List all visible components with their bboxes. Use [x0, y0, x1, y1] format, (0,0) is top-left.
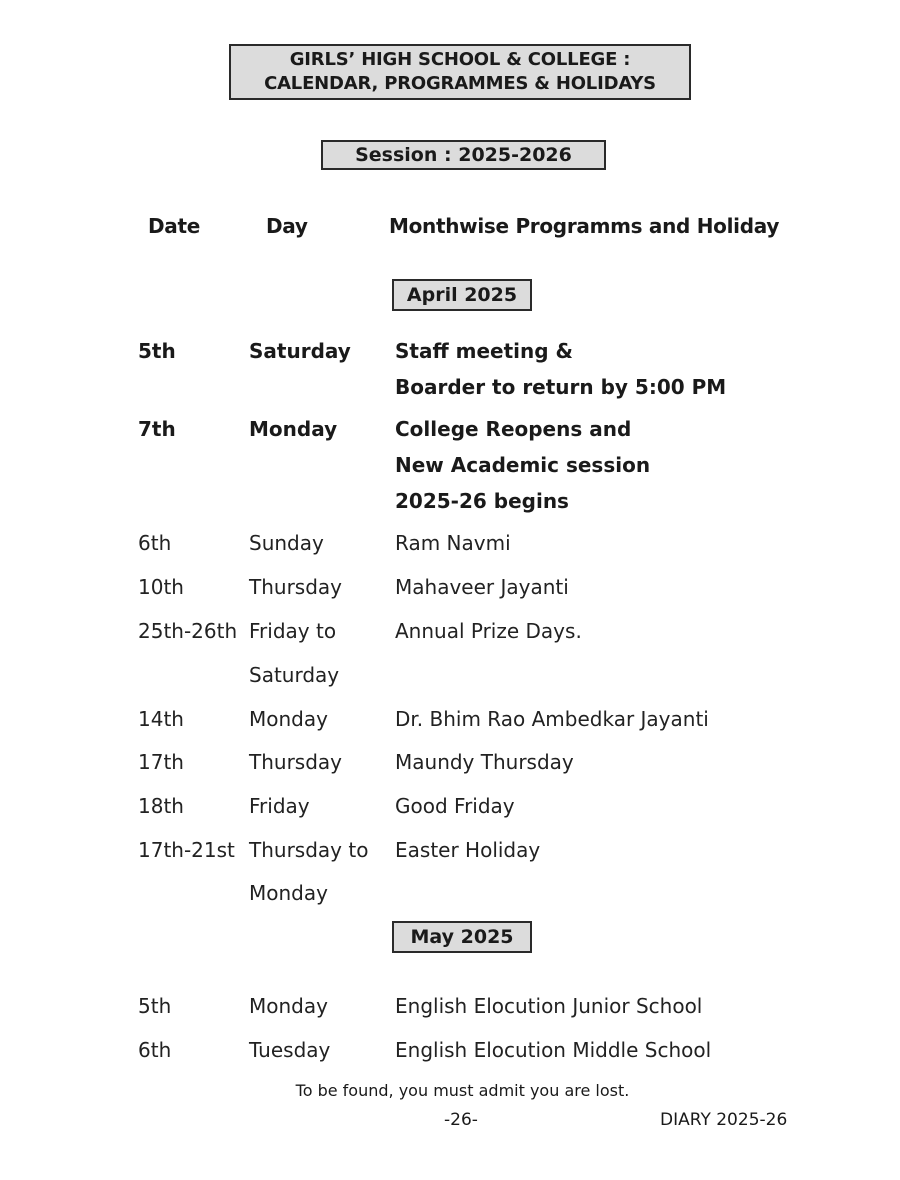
entry-day: Sunday [249, 531, 324, 555]
entry-day: Monday [249, 881, 328, 905]
entry-date: 7th [138, 417, 176, 441]
entry-date: 10th [138, 575, 184, 599]
entry-description: New Academic session [395, 453, 651, 477]
entry-description: Dr. Bhim Rao Ambedkar Jayanti [395, 707, 709, 731]
entry-description: 2025-26 begins [395, 489, 569, 513]
entry-day: Monday [249, 994, 328, 1018]
entry-day: Thursday [249, 575, 342, 599]
entry-description: Good Friday [395, 794, 515, 818]
entry-date: 6th [138, 531, 172, 555]
entry-day: Tuesday [249, 1038, 331, 1062]
entry-day: Friday [249, 794, 310, 818]
entry-date: 5th [138, 994, 172, 1018]
document-title-box [229, 44, 691, 100]
entry-day: Saturday [249, 663, 340, 687]
month-heading-april: April 2025 [392, 279, 532, 311]
entry-description: English Elocution Middle School [395, 1038, 712, 1062]
entry-description: Mahaveer Jayanti [395, 575, 569, 599]
entry-description: Annual Prize Days. [395, 619, 582, 643]
column-header-date: Date [148, 214, 201, 238]
entry-description: Maundy Thursday [395, 750, 574, 774]
month-heading-may: May 2025 [392, 921, 532, 953]
entry-description: College Reopens and [395, 417, 632, 441]
entry-day: Monday [249, 707, 328, 731]
entry-date: 14th [138, 707, 184, 731]
entry-date: 18th [138, 794, 184, 818]
column-header-day: Day [266, 214, 308, 238]
page-number: -26- [444, 1110, 478, 1130]
entry-date: 5th [138, 339, 176, 363]
session-label: Session : 2025-2026 [321, 140, 606, 170]
title-line-1: GIRLS’ HIGH SCHOOL & COLLEGE : [289, 49, 631, 70]
entry-description: English Elocution Junior School [395, 994, 703, 1018]
entry-day: Thursday to [249, 838, 369, 862]
column-header-programmes: Monthwise Programms and Holiday [389, 214, 780, 238]
entry-description: Staff meeting & [395, 339, 573, 363]
entry-date: 17th-21st [138, 838, 235, 862]
diary-label: DIARY 2025-26 [660, 1110, 788, 1130]
entry-date: 6th [138, 1038, 172, 1062]
entry-day: Monday [249, 417, 338, 441]
title-line-2: CALENDAR, PROGRAMMES & HOLIDAYS [264, 73, 656, 94]
entry-description: Boarder to return by 5:00 PM [395, 375, 727, 399]
footer-quote: To be found, you must admit you are lost. [295, 1081, 630, 1100]
entry-date: 17th [138, 750, 184, 774]
entry-date: 25th-26th [138, 619, 238, 643]
entry-day: Saturday [249, 339, 351, 363]
entry-description: Easter Holiday [395, 838, 541, 862]
entry-day: Thursday [249, 750, 342, 774]
entry-description: Ram Navmi [395, 531, 511, 555]
entry-day: Friday to [249, 619, 337, 643]
